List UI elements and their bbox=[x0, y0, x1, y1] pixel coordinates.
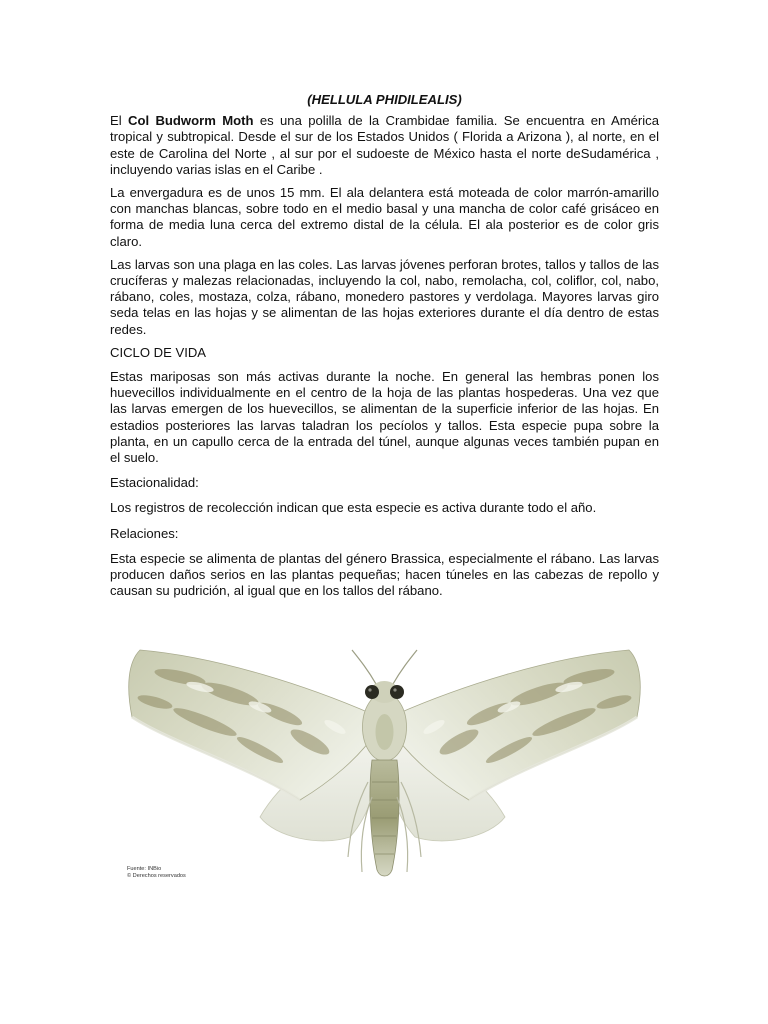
left-antenna bbox=[352, 650, 376, 684]
life-cycle-heading: CICLO DE VIDA bbox=[110, 344, 207, 360]
wingspan-paragraph: La envergadura es de unos 15 mm. El ala delantera está moteada de color marrón-amarillo con manchas blancas, sobre todo en el medio basal y una mancha de color café grisáceo en forma de media luna cerca del extremo distal de la célula. El ala posterior es de color gris claro. bbox=[110, 185, 659, 249]
seasonality-paragraph: Los registros de recolección indican que esta especie es activa durante todo el año. bbox=[110, 500, 597, 516]
intro-text: es una polilla de la Crambidae familia. Se encuentra en América tropical y subtropical. Desde el sur de los Estados Unidos ( Florida a Arizona ), al norte, en el este de Carolina del Norte , al sur por el sudoeste de México hasta el norte deSudamérica , incluyendo varias islas en el Caribe . bbox=[110, 113, 659, 177]
relations-heading: Relaciones: bbox=[110, 525, 179, 541]
right-antenna bbox=[393, 650, 417, 684]
photo-credit bbox=[127, 866, 186, 880]
photo-credit-source: Fuente: INBio bbox=[127, 866, 162, 872]
moth-photo bbox=[110, 632, 659, 898]
left-eye bbox=[365, 685, 379, 699]
seasonality-heading: Estacionalidad: bbox=[110, 475, 199, 491]
intro-paragraph bbox=[110, 113, 659, 178]
moth-illustration bbox=[110, 632, 659, 898]
right-eye bbox=[390, 685, 404, 699]
larvae-paragraph: Las larvas son una plaga en las coles. Las larvas jóvenes perforan brotes, tallos y tallos de las crucíferas y malezas relacionadas, incluyendo la col, nabo, remolacha, col, coliflor, col, nabo, rábano, coles, mostaza, colza, rábano, monedero pastores y verdolaga. Mayores larvas giro seda telas en las hojas y se alimentan de las hojas exteriores durante el día dentro de estas redes. bbox=[110, 256, 659, 337]
intro-prefix: El bbox=[110, 113, 129, 129]
document-body bbox=[110, 92, 659, 606]
species-common-name: Col Budworm Moth bbox=[128, 113, 254, 129]
life-cycle-paragraph: Estas mariposas son más activas durante la noche. En general las hembras ponen los huevecillos individualmente en el centro de la hoja de las plantas hospederas. Una vez que las larvas emergen de los huevecillos, se alimentan de la superficie inferior de las hojas. En estadios posteriores las larvas taladran los pecíolos y tallos. Esta especie pupa sobre la planta, en un capullo cerca de la entrada del túnel, aunque algunas veces también pupan en el suelo. bbox=[110, 369, 659, 466]
relations-paragraph: Esta especie se alimenta de plantas del género Brassica, especialmente el rábano. Las larvas producen daños serios en las plantas pequeñas; hacen túneles en las cabezas de repollo y causan su pudrición, al igual que en los tallos del rábano. bbox=[110, 550, 659, 599]
document-title: (HELLULA PHIDILEALIS) bbox=[307, 92, 462, 107]
photo-credit-rights: © Derechos reservados bbox=[127, 873, 186, 879]
